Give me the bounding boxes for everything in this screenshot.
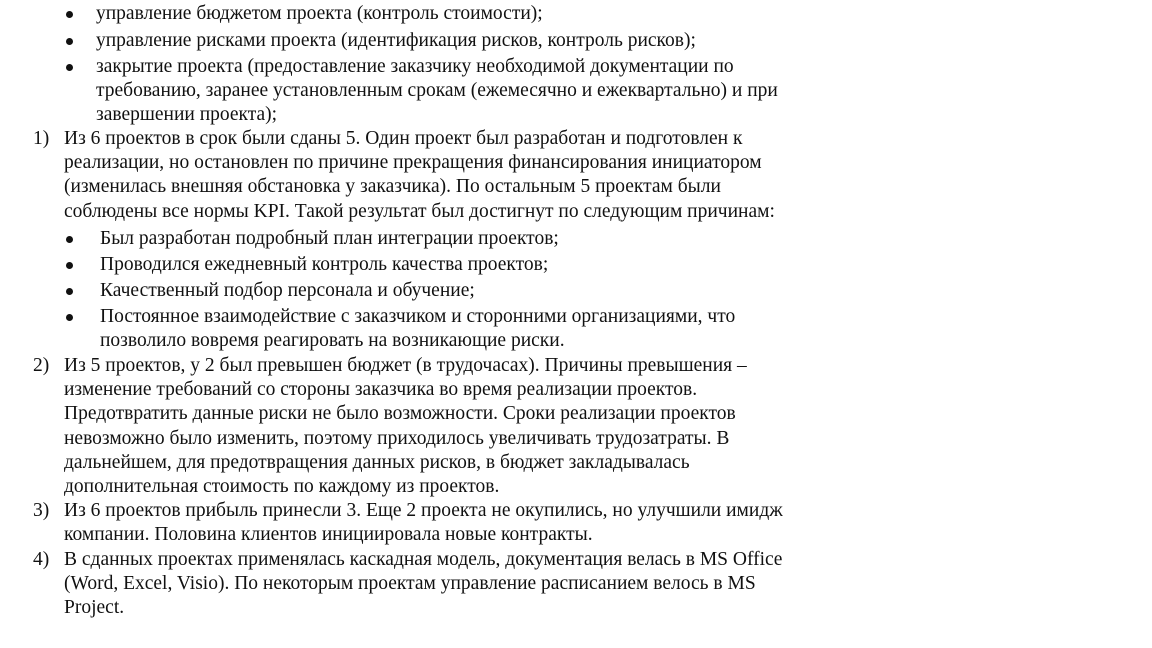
item-1-bullet-3: Качественный подбор персонала и обучение; [100, 280, 475, 301]
item-4-line-1: В сданных проектах применялась каскадная модель, документация велась в MS Office [64, 549, 783, 570]
item-1-line-3: (изменилась внешняя обстановка у заказчика). По остальным 5 проектам были [64, 176, 721, 197]
item-1-bullet-2: Проводился ежедневный контроль качества проектов; [100, 254, 549, 275]
item-2-line-3: Предотвратить данные риски не было возможности. Сроки реализации проектов [64, 403, 736, 424]
item-2-line-2: изменение требований со стороны заказчика во время реализации проектов. [64, 379, 698, 400]
item-3-line-1: Из 6 проектов прибыль принесли 3. Еще 2 проекта не окупились, но улучшили имидж [64, 500, 783, 521]
top-bullet-2-line-1: управление рисками проекта (идентификация рисков, контроль рисков); [96, 30, 696, 51]
item-2-line-1: Из 5 проектов, у 2 был превышен бюджет (в трудочасах). Причины превышения – [64, 355, 747, 376]
item-1-line-4: соблюдены все нормы KPI. Такой результат был достигнут по следующим причинам: [64, 201, 775, 222]
bullet-icon [66, 314, 73, 321]
item-1-line-2: реализации, но остановлен по причине прекращения финансирования инициатором [64, 152, 762, 173]
item-4-line-3: Project. [64, 597, 125, 618]
item-2-line-5: дальнейшем, для предотвращения данных рисков, в бюджет закладывалась [64, 452, 690, 473]
bullet-icon [66, 288, 73, 295]
top-bullet-3-line-2: требованию, заранее установленным срокам (ежемесячно и ежеквартально) и при [96, 80, 778, 101]
item-4-line-2: (Word, Excel, Visio). По некоторым проектам управление расписанием велось в MS [64, 573, 756, 594]
list-number: 4) [33, 549, 50, 570]
item-3-line-2: компании. Половина клиентов инициировала новые контракты. [64, 524, 593, 545]
item-1-bullet-4-line-2: позволило вовремя реагировать на возникающие риски. [100, 330, 565, 351]
list-number: 3) [33, 500, 50, 521]
item-1-bullet-4-line-1: Постоянное взаимодействие с заказчиком и сторонними организациями, что [100, 306, 736, 327]
bullet-icon [66, 236, 73, 243]
top-bullet-3-line-1: закрытие проекта (предоставление заказчику необходимой документации по [96, 56, 734, 77]
list-number: 2) [33, 355, 50, 376]
list-number: 1) [33, 128, 50, 149]
item-1-bullet-1: Был разработан подробный план интеграции проектов; [100, 228, 559, 249]
item-2-line-6: дополнительная стоимость по каждому из проектов. [64, 476, 500, 497]
bullet-icon [66, 38, 73, 45]
top-bullet-3-line-3: завершении проекта); [96, 104, 278, 125]
item-2-line-4: невозможно было изменить, поэтому приходилось увеличивать трудозатраты. В [64, 428, 730, 449]
bullet-icon [66, 64, 73, 71]
bullet-icon [66, 11, 73, 18]
bullet-icon [66, 262, 73, 269]
top-bullet-1-line-1: управление бюджетом проекта (контроль стоимости); [96, 3, 543, 24]
item-1-line-1: Из 6 проектов в срок были сданы 5. Один проект был разработан и подготовлен к [64, 128, 743, 149]
